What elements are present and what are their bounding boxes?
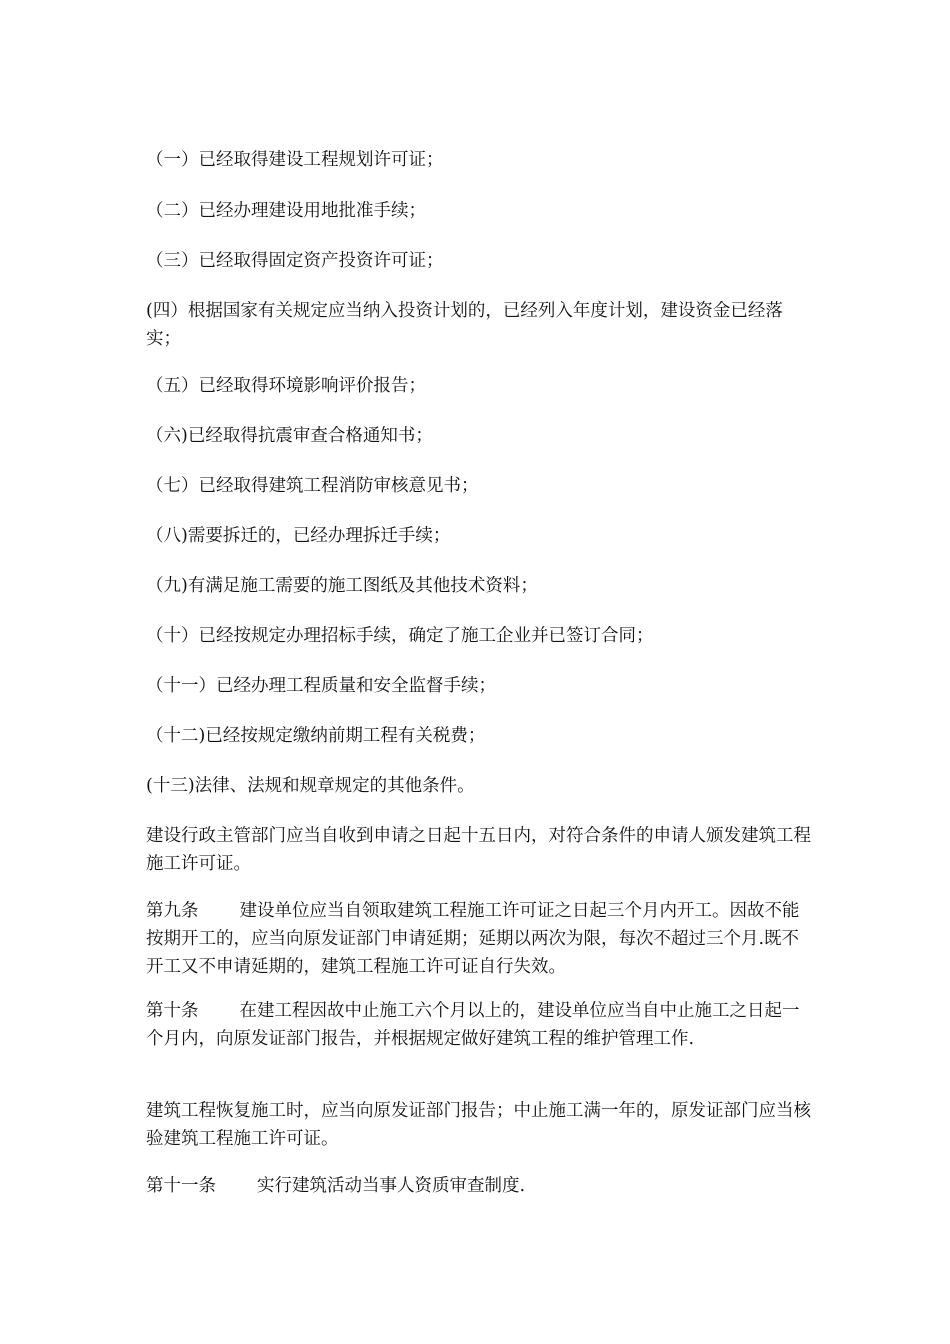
article-10-text: 在建工程因故中止施工六个月以上的，建设单位应当自中止施工之日起一个月内，向原发证部门报告，并根据规定做好建筑工程的维护管理工作.: [146, 1001, 800, 1049]
article-9-label: 第九条: [146, 901, 199, 921]
condition-item-8: （八)需要拆迁的，已经办理拆迁手续；: [146, 526, 451, 546]
condition-item-13: (十三)法律、法规和规章规定的其他条件。: [146, 776, 475, 796]
article-10-label: 第十条: [146, 1001, 199, 1021]
article-11-text: 实行建筑活动当事人资质审查制度.: [257, 1176, 526, 1196]
article-11-label: 第十一条: [146, 1176, 216, 1196]
condition-item-12: （十二)已经按规定缴纳前期工程有关税费；: [146, 726, 486, 746]
condition-item-2: （二）已经办理建设用地批准手续；: [146, 201, 426, 221]
article-9-text: 建设单位应当自领取建筑工程施工许可证之日起三个月内开工。因故不能按期开工的，应当向原发证部门申请延期；延期以两次为限，每次不超过三个月.既不开工又不申请延期的，建筑工程施工许可证自行失效。: [146, 901, 800, 977]
condition-item-5: （五）已经取得环境影响评价报告；: [146, 376, 426, 396]
condition-item-3: （三）已经取得固定资产投资许可证；: [146, 251, 444, 271]
condition-item-11: （十一）已经办理工程质量和安全监督手续；: [146, 676, 496, 696]
resumption-paragraph: 建筑工程恢复施工时，应当向原发证部门报告；中止施工满一年的，原发证部门应当核验建筑工程施工许可证。: [146, 1101, 811, 1149]
condition-item-1: （一）已经取得建设工程规划许可证；: [146, 150, 444, 170]
condition-item-4: (四）根据国家有关规定应当纳入投资计划的，已经列入年度计划，建设资金已经落实；: [146, 301, 783, 349]
condition-item-6: （六)已经取得抗震审查合格通知书；: [146, 426, 433, 446]
condition-item-7: （七）已经取得建筑工程消防审核意见书；: [146, 476, 479, 496]
condition-item-10: （十）已经按规定办理招标手续，确定了施工企业并已签订合同；: [146, 626, 654, 646]
condition-item-9: （九)有满足施工需要的施工图纸及其他技术资料；: [146, 576, 538, 596]
article-11: [146, 1172, 811, 1200]
article-9: [146, 897, 811, 981]
article-10: [146, 997, 811, 1053]
issuance-paragraph: 建设行政主管部门应当自收到申请之日起十五日内，对符合条件的申请人颁发建筑工程施工许可证。: [146, 826, 811, 874]
